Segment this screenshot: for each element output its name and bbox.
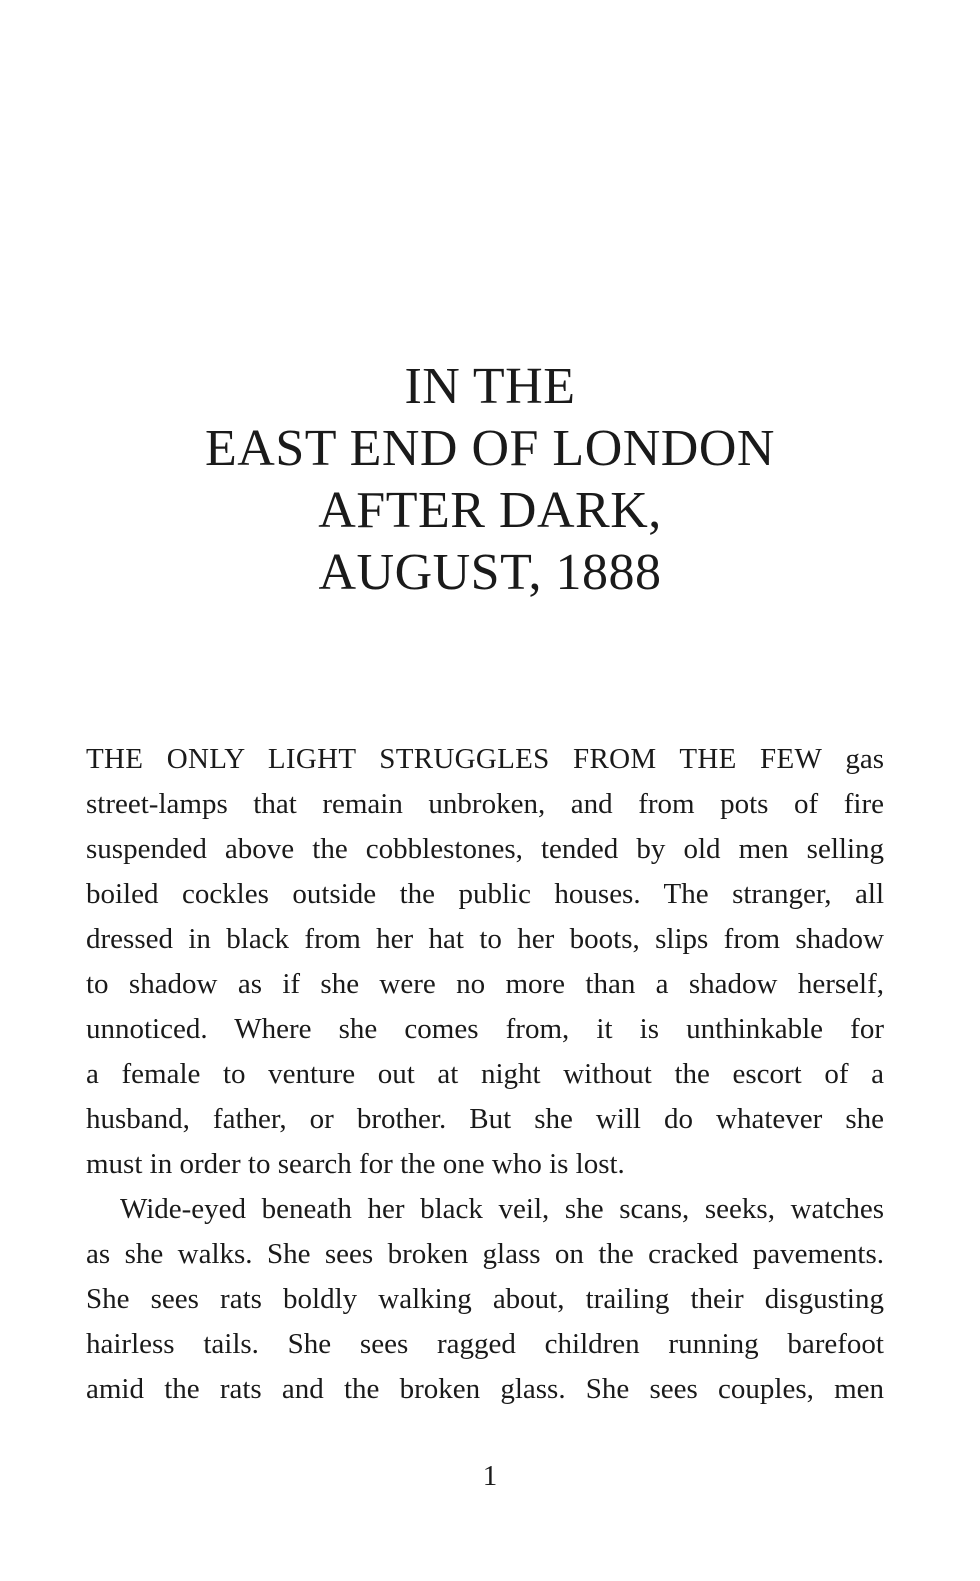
text-line: street-lamps that remain unbroken, and from pots of fire — [86, 788, 884, 820]
chapter-heading — [0, 356, 980, 604]
body-text — [86, 737, 884, 1412]
text-line: a female to venture out at night without the escort of a — [86, 1058, 884, 1090]
opening-caps: THE ONLY LIGHT STRUGGLES FROM THE FEW — [86, 743, 823, 775]
text-line — [86, 737, 884, 782]
text-line: suspended above the cobblestones, tended by old men selling — [86, 833, 884, 865]
heading-line-3: AFTER DARK, — [318, 482, 662, 539]
text-line: must in order to search for the one who is lost. — [86, 1148, 625, 1180]
heading-line-1: IN THE — [404, 358, 576, 415]
heading-line-4: AUGUST, 1888 — [318, 544, 662, 601]
text-line: amid the rats and the broken glass. She sees couples, men — [86, 1373, 884, 1405]
text-line: boiled cockles outside the public houses. The stranger, all — [86, 878, 884, 910]
paragraph-2 — [86, 1187, 884, 1412]
paragraph-1 — [86, 737, 884, 1187]
text-line: dressed in black from her hat to her boots, slips from shadow — [86, 923, 884, 955]
text-line: to shadow as if she were no more than a shadow herself, — [86, 968, 884, 1000]
text-line: Wide-eyed beneath her black veil, she scans, seeks, watches — [120, 1193, 884, 1225]
text-line: She sees rats boldly walking about, trailing their disgusting — [86, 1283, 884, 1315]
text-line: hairless tails. She sees ragged children running barefoot — [86, 1328, 884, 1360]
text-line: as she walks. She sees broken glass on the cracked pavements. — [86, 1238, 884, 1270]
heading-line-2: EAST END OF LONDON — [205, 420, 775, 477]
page-number: 1 — [482, 1460, 498, 1492]
text-line-fragment: gas — [822, 743, 884, 775]
text-line: unnoticed. Where she comes from, it is unthinkable for — [86, 1013, 884, 1045]
text-line: husband, father, or brother. But she will do whatever she — [86, 1103, 884, 1135]
